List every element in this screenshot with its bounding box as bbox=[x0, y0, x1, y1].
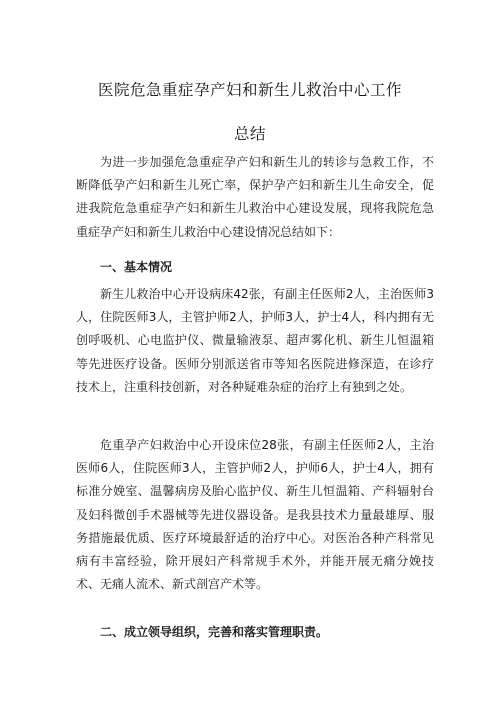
section-1-para-2-block bbox=[76, 434, 434, 596]
document-title-continued: 总结 bbox=[233, 125, 266, 143]
newborn-center-paragraph: 新生儿救治中心开设病床42张，有副主任医师2人，主治医师3人，住院医师3人，主管护师2人，护师3人，护士4人，科内拥有无创呼吸机、心电监护仪、微量输液泵、超声雾化机、新生儿恒温箱等先进医疗设备。医师分别派送省市等知名医院进修深造，在诊疗技术上，注重科技创新，对各种疑难杂症的治疗上有独到之处。 bbox=[76, 287, 434, 394]
section-1-para-1-block bbox=[76, 283, 434, 399]
section-2-heading-block bbox=[76, 621, 434, 644]
intro-paragraph-block bbox=[76, 151, 434, 244]
section-heading-basic-info: 一、基本情况 bbox=[100, 260, 173, 274]
section-1-heading-block bbox=[76, 256, 434, 279]
intro-paragraph: 为进一步加强危急重症孕产妇和新生儿的转诊与急救工作，不断降低孕产妇和新生儿死亡率，保护孕产妇和新生儿生命安全，促进我院危急重症孕产妇和新生儿救治中心建设发展，现将我院危急重症孕产妇和新生儿救治中心建设情况总结如下： bbox=[76, 155, 434, 239]
section-heading-leadership: 二、成立领导组织，完善和落实管理职责。 bbox=[100, 625, 329, 639]
document-title: 医院危急重症孕产妇和新生儿救治中心工作 bbox=[97, 81, 402, 99]
maternal-center-paragraph: 危重孕产妇救治中心开设床位28张，有副主任医师2人，主治医师6人，住院医师3人，主管护师2人，护师6人，护士4人，拥有标准分娩室、温馨病房及胎心监护仪、新生儿恒温箱、产科辐射台及妇科微创手术器械等先进仪器设备。是我县技术力量最雄厚、服务措施最优质、医疗环境最舒适的治疗中心。对医治各种产科常见病有丰富经验，除开展妇产科常规手术外，并能开展无痛分娩技术、无痛人流术、新式剖宫产术等。 bbox=[76, 438, 434, 592]
